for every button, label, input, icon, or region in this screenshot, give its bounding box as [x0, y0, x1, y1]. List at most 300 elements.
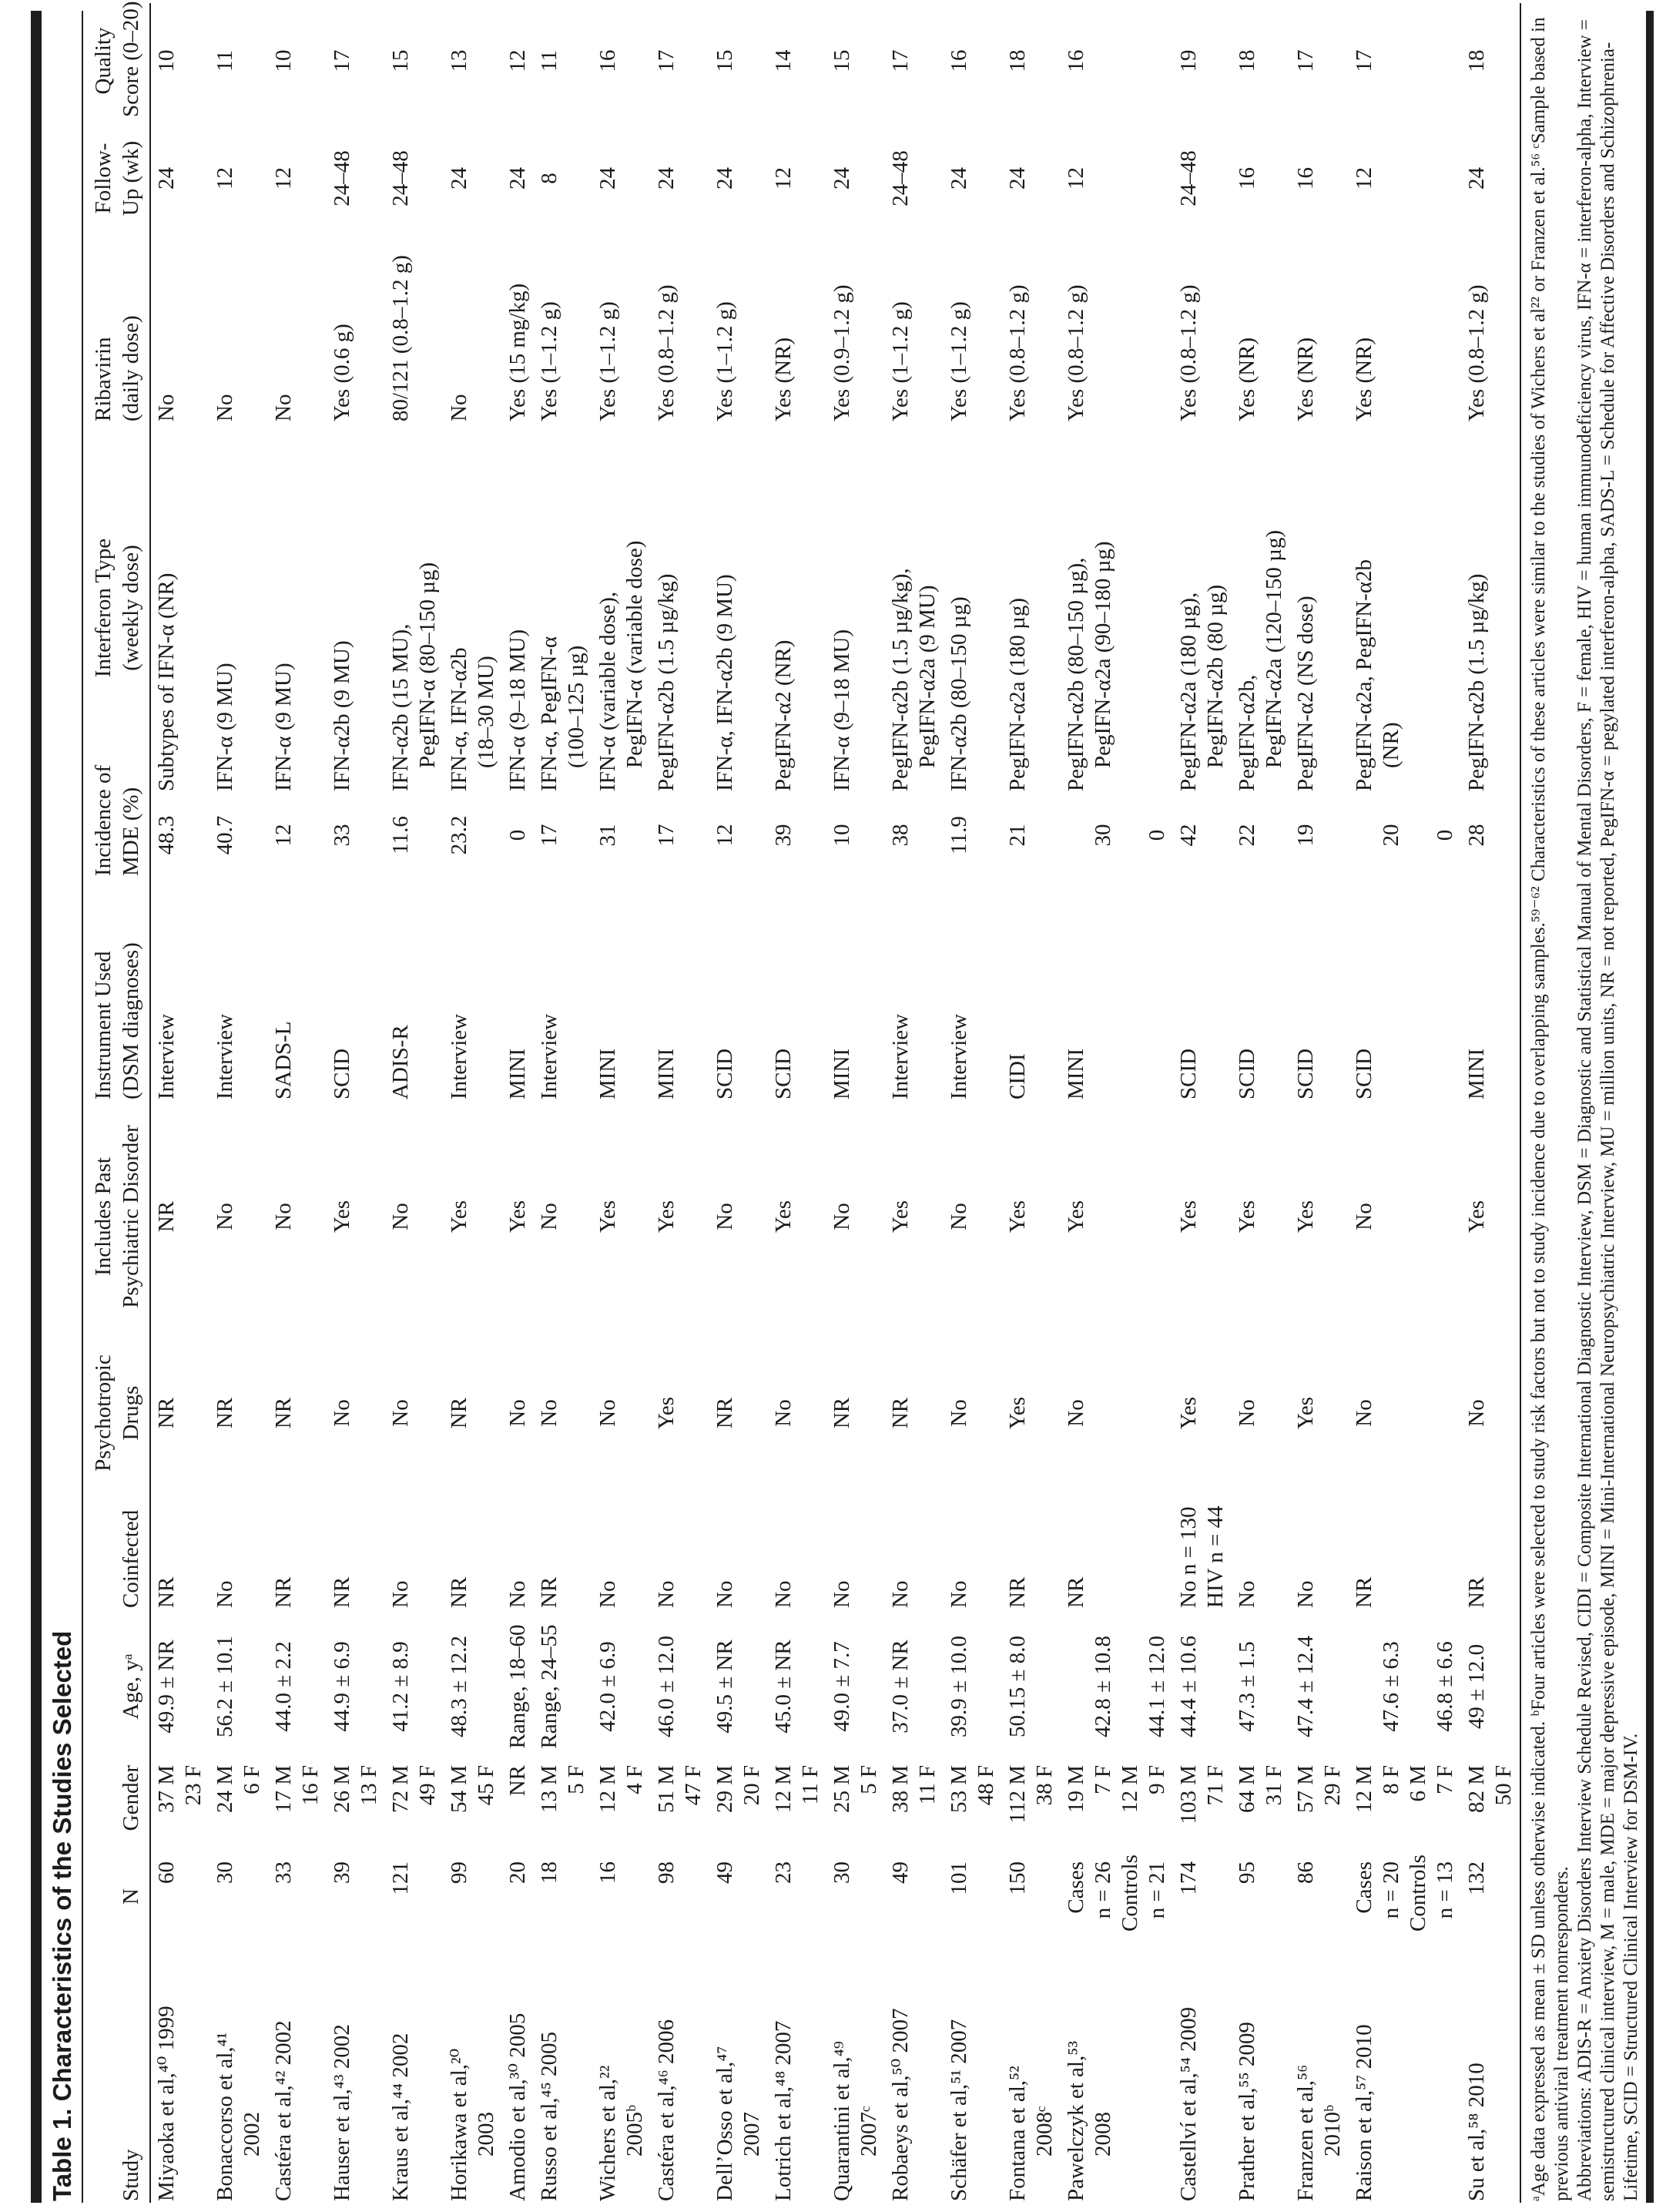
cell-followup: [327, 119, 385, 238]
cell-line: 38: [888, 824, 913, 847]
cell-study: [1290, 1933, 1349, 2203]
cell-line: PegIFN-α2b (80 µg): [1203, 584, 1228, 768]
cell-line: 121: [388, 1861, 413, 1895]
column-header-n: [83, 1860, 150, 1933]
cell-line: 24: [595, 167, 620, 190]
cell-line: PegIFN-α2a (180 µg),: [1176, 592, 1201, 791]
cell-line: Interview: [947, 1013, 971, 1099]
cell-age: [944, 1609, 1002, 1764]
cell-followup: [502, 119, 534, 238]
cell-line: CIDI: [1005, 1053, 1030, 1099]
cell-line: 12: [505, 49, 530, 72]
cell-line: IFN-α2b (80–150 µg): [947, 596, 971, 791]
cell-line: No: [271, 394, 296, 421]
cell-line: [1405, 1611, 1432, 1762]
column-header-includes_past: [83, 1101, 150, 1332]
cell-line: Yes: [1235, 1200, 1259, 1234]
cell-line: NR: [447, 1576, 471, 1608]
cell-age: [709, 1609, 768, 1764]
cell-line: 12: [271, 824, 296, 847]
cell-line: No: [595, 1580, 620, 1608]
cell-line: 0: [1433, 829, 1457, 841]
cell-line: NR: [830, 1397, 854, 1429]
cell-line: 24: [505, 167, 530, 190]
cell-ribavirin: [1002, 238, 1061, 423]
cell-quality: [1290, 3, 1349, 119]
table-row-20: [1290, 3, 1349, 2203]
cell-study: [826, 1933, 885, 2203]
cell-line: PegIFN-α2a, PegIFN-α2b: [1352, 559, 1376, 791]
cell-line: Quality: [91, 27, 116, 95]
cell-n: [768, 1860, 826, 1933]
cell-interferon: [944, 423, 1002, 793]
cell-line: 16 F: [298, 1765, 323, 1806]
footnote-abbreviations: Abbreviations: ADIS-R = Anxiety Disorders Interview Schedule Revised, CIDI = Composite International Diagnostic Interview, DSM = Diagnostic and Statistical Manual of Mental Disorders, F = female, HIV = human immunodeficiency virus, IFN-α = interferon-alpha, Interview = semistructured clinical interview, M = male, MDE = major depressive episode, MINI = Mini-International Neuropsychiatric Interview, MU = million units, NR = not reported, PegIFN-α = pegylated interferon-alpha, SADS-L = Schedule for Affective Disorders and Schizophrenia-Lifetime, SCID = Structured Clinical Interview for DSM-IV.: [1574, 18, 1641, 2201]
cell-line: 26 M: [330, 1765, 354, 1814]
cell-ribavirin: [1461, 238, 1520, 423]
column-header-coinfected: [83, 1494, 150, 1609]
cell-n: [1173, 1860, 1232, 1933]
cell-line: IFN-α, IFN-α2b (9 MU): [712, 574, 737, 791]
cell-line: MINI: [830, 1048, 854, 1099]
column-header-quality: [83, 3, 150, 119]
cell-line: 20: [1379, 824, 1403, 847]
cell-line: Dell’Osso et al,⁴⁷: [712, 2046, 737, 2201]
cell-line: IFN-α, IFN-α2b: [447, 647, 471, 791]
cell-incidence: [1002, 793, 1061, 878]
cell-line: 15: [830, 49, 854, 72]
cell-psychotropic: [1173, 1332, 1232, 1494]
cell-interferon: [592, 423, 651, 793]
cell-line: 72 M: [388, 1765, 413, 1814]
table-row-3: [268, 3, 327, 2203]
cell-line: Robaeys et al,⁵⁰ 2007: [888, 2008, 913, 2201]
cell-coinfected: [150, 1494, 210, 1609]
cell-age: [592, 1609, 651, 1764]
cell-line: 20 F: [739, 1765, 764, 1806]
cell-line: PegIFN-α2a (120–150 µg): [1262, 530, 1286, 768]
cell-gender: [709, 1764, 768, 1860]
cell-line: 5 F: [856, 1765, 881, 1794]
cell-line: Controls: [1406, 1855, 1430, 1932]
cell-gender: [385, 1764, 444, 1860]
cell-line: 28: [1464, 824, 1489, 847]
cell-line: 7 F: [1091, 1765, 1115, 1794]
cell-line: Yes (1–1.2 g): [537, 301, 561, 421]
cell-psychotropic: [327, 1332, 385, 1494]
cell-line: 41.2 ± 8.9: [388, 1641, 413, 1732]
cell-interferon: [444, 423, 502, 793]
cell-line: Coinfected: [119, 1509, 143, 1608]
cell-line: No: [505, 1580, 530, 1608]
cell-line: 30: [1091, 824, 1115, 847]
cell-line: 6 M: [1406, 1765, 1430, 1802]
cell-line: NR: [1005, 1576, 1030, 1608]
cell-ribavirin: [1061, 238, 1173, 423]
cell-incidence: [444, 793, 502, 878]
column-header-study: [83, 1933, 150, 2203]
table-row-10: [651, 3, 709, 2203]
cell-line: Yes (NR): [771, 337, 796, 421]
cell-line: 13 M: [537, 1765, 561, 1814]
cell-line: 18: [537, 1861, 561, 1884]
table-row-17: [1061, 3, 1173, 2203]
cell-gender: [1232, 1764, 1290, 1860]
cell-line: 17: [1293, 49, 1318, 72]
cell-line: 15: [388, 49, 413, 72]
cell-interferon: [502, 423, 534, 793]
cell-incidence: [651, 793, 709, 878]
cell-includes_past: [1173, 1101, 1232, 1332]
cell-line: Score (0–20): [119, 1, 143, 117]
cell-includes_past: [1290, 1101, 1349, 1332]
cell-line: 7 F: [1433, 1765, 1457, 1794]
cell-line: 24: [1005, 167, 1030, 190]
table-row-16: [1002, 3, 1061, 2203]
cell-line: 12 M: [1118, 1765, 1142, 1814]
cell-line: NR: [537, 1576, 561, 1608]
cell-interferon: [327, 423, 385, 793]
cell-line: Up (wk): [119, 140, 143, 217]
cell-line: 16: [1235, 167, 1259, 190]
cell-line: No: [712, 1203, 737, 1230]
cell-line: (NR): [1379, 722, 1403, 768]
cell-interferon: [1232, 423, 1290, 793]
cell-incidence: [210, 793, 268, 878]
cell-quality: [268, 3, 327, 119]
cell-line: 44.1 ± 12.0: [1145, 1636, 1169, 1737]
cell-line: 2007: [739, 2112, 764, 2157]
cell-incidence: [768, 793, 826, 878]
cell-line: ADIS-R: [388, 1025, 413, 1099]
cell-gender: [768, 1764, 826, 1860]
cell-age: [444, 1609, 502, 1764]
table-row-1: [150, 3, 210, 2203]
cell-age: [651, 1609, 709, 1764]
cell-gender: [327, 1764, 385, 1860]
cell-line: 21: [1005, 824, 1030, 847]
table-row-21: [1349, 3, 1461, 2203]
cell-line: 19: [1176, 49, 1201, 72]
cell-line: No: [771, 1580, 796, 1608]
cell-line: Yes: [771, 1200, 796, 1234]
cell-line: Interview: [447, 1013, 471, 1099]
cell-psychotropic: [1461, 1332, 1520, 1494]
cell-instrument: [1290, 878, 1349, 1101]
cell-line: IFN-α2b (15 MU),: [388, 623, 413, 791]
cell-line: 12 M: [771, 1765, 796, 1814]
cell-line: 12: [1352, 167, 1376, 190]
cell-line: Yes (1–1.2 g): [595, 301, 620, 421]
cell-quality: [444, 3, 502, 119]
cell-coinfected: [327, 1494, 385, 1609]
cell-line: 2008ᶜ: [1032, 2106, 1057, 2157]
cell-instrument: [1061, 878, 1173, 1101]
cell-psychotropic: [210, 1332, 268, 1494]
cell-line: Cases: [1352, 1861, 1376, 1914]
cell-line: NR: [271, 1397, 296, 1429]
cell-incidence: [1061, 793, 1173, 878]
cell-line: 24: [1464, 167, 1489, 190]
cell-instrument: [1461, 878, 1520, 1101]
cell-incidence: [327, 793, 385, 878]
cell-followup: [385, 119, 444, 238]
cell-line: [1351, 1611, 1378, 1762]
cell-line: 2005ᵇ: [622, 2105, 647, 2157]
cell-line: 24: [947, 167, 971, 190]
cell-line: 11.6: [388, 816, 413, 854]
cell-line: No: [213, 1580, 237, 1608]
cell-ribavirin: [826, 238, 885, 423]
column-header-psychotropic: [83, 1332, 150, 1494]
cell-line: 47.4 ± 12.4: [1293, 1636, 1318, 1737]
cell-interferon: [1061, 423, 1173, 793]
cell-line: Yes (15 mg/kg): [505, 283, 530, 421]
cell-line: (weekly dose): [119, 545, 143, 671]
cell-interferon: [1002, 423, 1061, 793]
cell-line: NR: [154, 1397, 179, 1429]
cell-line: No: [213, 394, 237, 421]
cell-n: [944, 1860, 1002, 1933]
cell-n: [885, 1860, 944, 1933]
cell-includes_past: [1461, 1101, 1520, 1332]
cell-ribavirin: [885, 238, 944, 423]
cell-quality: [826, 3, 885, 119]
cell-line: SCID: [1235, 1048, 1259, 1099]
cell-line: Pawelczyk et al,⁵³: [1064, 2040, 1088, 2201]
cell-instrument: [385, 878, 444, 1101]
cell-n: [826, 1860, 885, 1933]
cell-line: 49 ± 12.0: [1464, 1643, 1489, 1730]
cell-line: No: [154, 394, 179, 421]
cell-line: Controls: [1118, 1855, 1142, 1932]
cell-ribavirin: [1290, 238, 1349, 423]
cell-quality: [944, 3, 1002, 119]
cell-line: 9 F: [1145, 1765, 1169, 1794]
cell-line: NR: [1464, 1576, 1489, 1608]
cell-line: 38 M: [888, 1765, 913, 1814]
cell-line: 47 F: [681, 1765, 706, 1806]
cell-quality: [534, 3, 592, 119]
cell-instrument: [709, 878, 768, 1101]
cell-line: Yes: [595, 1200, 620, 1234]
cell-line: 33: [330, 824, 354, 847]
cell-includes_past: [592, 1101, 651, 1332]
cell-line: 150: [1005, 1861, 1030, 1895]
cell-gender: [210, 1764, 268, 1860]
cell-line: PegIFN-α2b (1.5 µg/kg): [1464, 573, 1489, 791]
cell-includes_past: [502, 1101, 534, 1332]
cell-line: 86: [1293, 1861, 1318, 1884]
cell-line: Amodio et al,³⁰ 2005: [505, 2012, 530, 2201]
cell-line: 48.3 ± 12.2: [447, 1636, 471, 1737]
cell-line: 99: [447, 1861, 471, 1884]
studies-table: [83, 3, 1521, 2203]
cell-ribavirin: [1349, 238, 1461, 423]
cell-line: 44.0 ± 2.2: [271, 1641, 296, 1732]
cell-line: 16: [947, 49, 971, 72]
cell-incidence: [534, 793, 592, 878]
cell-includes_past: [709, 1101, 768, 1332]
cell-line: Drugs: [119, 1385, 143, 1441]
cell-line: Yes (0.8–1.2 g): [1064, 284, 1088, 421]
cell-line: No: [595, 1399, 620, 1427]
cell-line: 42.0 ± 6.9: [595, 1641, 620, 1732]
cell-line: 29 F: [1320, 1765, 1345, 1806]
cell-line: No: [888, 1580, 913, 1608]
cell-n: [709, 1860, 768, 1933]
cell-includes_past: [768, 1101, 826, 1332]
cell-study: [1002, 1933, 1061, 2203]
cell-line: 16: [1293, 167, 1318, 190]
cell-line: Yes (0.9–1.2 g): [830, 284, 854, 421]
cell-line: 2003: [474, 2112, 498, 2157]
cell-psychotropic: [1232, 1332, 1290, 1494]
cell-coinfected: [1232, 1494, 1290, 1609]
cell-line: PegIFN-α (variable dose): [622, 540, 647, 768]
cell-includes_past: [885, 1101, 944, 1332]
cell-line: Yes (0.8–1.2 g): [654, 284, 679, 421]
cell-line: 174: [1176, 1861, 1201, 1895]
cell-line: 11 F: [798, 1765, 823, 1805]
cell-gender: [444, 1764, 502, 1860]
cell-psychotropic: [1002, 1332, 1061, 1494]
cell-line: 17: [330, 49, 354, 72]
cell-includes_past: [534, 1101, 592, 1332]
cell-line: 31 F: [1262, 1765, 1286, 1806]
cell-study: [268, 1933, 327, 2203]
cell-line: 53 M: [947, 1765, 971, 1814]
cell-line: 19: [1293, 824, 1318, 847]
cell-line: MINI: [595, 1048, 620, 1099]
cell-line: 5 F: [564, 1765, 588, 1794]
cell-line: Franzen et al,⁵⁶: [1293, 2064, 1318, 2201]
cell-line: Yes: [1176, 1200, 1201, 1234]
cell-coinfected: [210, 1494, 268, 1609]
cell-gender: [1002, 1764, 1061, 1860]
cell-line: No: [1064, 1399, 1088, 1427]
cell-study: [885, 1933, 944, 2203]
cell-study: [444, 1933, 502, 2203]
cell-line: NR: [1064, 1576, 1088, 1608]
cell-line: N: [119, 1888, 143, 1905]
table-row-6: [444, 3, 502, 2203]
table-row-14: [885, 3, 944, 2203]
cell-quality: [651, 3, 709, 119]
cell-line: 45 F: [474, 1765, 498, 1806]
cell-line: 2002: [240, 2112, 264, 2157]
cell-line: 18: [1005, 49, 1030, 72]
cell-line: 12: [1064, 167, 1088, 190]
cell-incidence: [826, 793, 885, 878]
cell-n: [1461, 1860, 1520, 1933]
cell-ribavirin: [534, 238, 592, 423]
cell-age: [1232, 1609, 1290, 1764]
table-row-11: [709, 3, 768, 2203]
table-row-19: [1232, 3, 1290, 2203]
cell-line: 17: [654, 824, 679, 847]
cell-psychotropic: [385, 1332, 444, 1494]
cell-line: No: [537, 1399, 561, 1427]
cell-line: Subtypes of IFN-α (NR): [154, 572, 179, 791]
cell-interferon: [885, 423, 944, 793]
cell-line: Yes (1–1.2 g): [888, 301, 913, 421]
cell-line: Yes: [1064, 1200, 1088, 1234]
cell-line: NR: [505, 1765, 530, 1797]
cell-interferon: [210, 423, 268, 793]
cell-study: [1349, 1933, 1461, 2203]
cell-line: Incidence of: [91, 764, 116, 876]
cell-line: Lotrich et al,⁴⁸ 2007: [771, 2020, 796, 2201]
cell-psychotropic: [1290, 1332, 1349, 1494]
cell-line: 24: [712, 167, 737, 190]
cell-ribavirin: [150, 238, 210, 423]
cell-quality: [1061, 3, 1173, 119]
cell-line: SCID: [1176, 1048, 1201, 1099]
cell-line: 17: [888, 49, 913, 72]
cell-psychotropic: [768, 1332, 826, 1494]
cell-instrument: [534, 878, 592, 1101]
cell-line: 24–48: [888, 150, 913, 206]
cell-line: Yes: [1464, 1200, 1489, 1234]
cell-n: [268, 1860, 327, 1933]
cell-line: 18: [1235, 49, 1259, 72]
cell-line: 30: [830, 1861, 854, 1884]
cell-includes_past: [944, 1101, 1002, 1332]
cell-line: Yes (0.8–1.2 g): [1464, 284, 1489, 421]
cell-age: [502, 1609, 534, 1764]
cell-quality: [210, 3, 268, 119]
cell-line: 80/121 (0.8–1.2 g): [388, 255, 413, 421]
cell-line: 23: [771, 1861, 796, 1884]
cell-line: (daily dose): [119, 315, 143, 421]
cell-line: Psychiatric Disorder: [119, 1125, 143, 1308]
cell-instrument: [1349, 878, 1461, 1101]
cell-quality: [150, 3, 210, 119]
cell-line: 82 M: [1464, 1765, 1489, 1814]
cell-coinfected: [651, 1494, 709, 1609]
cell-age: [1061, 1609, 1173, 1764]
cell-incidence: [1232, 793, 1290, 878]
cell-line: 12: [271, 167, 296, 190]
cell-line: 20: [505, 1861, 530, 1884]
cell-line: 24: [654, 167, 679, 190]
footnote-notes: ᵃAge data expressed as mean ± SD unless otherwise indicated. ᵇFour articles were selected to study risk factors but not to study incidence due to overlapping samples.⁵⁹⁻⁶² Characteristics of these articles were similar to the studies of Wichers et al²² or Franzen et al.⁵⁶ ᶜSample based in previous antiviral treatment nonresponders.: [1528, 17, 1572, 2201]
cell-age: [885, 1609, 944, 1764]
cell-line: 24–48: [330, 150, 354, 206]
cell-psychotropic: [268, 1332, 327, 1494]
cell-gender: [826, 1764, 885, 1860]
cell-line: 13 F: [357, 1765, 381, 1806]
cell-line: Fontana et al,⁵²: [1005, 2066, 1030, 2201]
cell-line: 11: [213, 50, 237, 72]
cell-line: 24 M: [213, 1765, 237, 1814]
cell-line: 24–48: [388, 150, 413, 206]
cell-followup: [1061, 119, 1173, 238]
cell-line: NR: [447, 1397, 471, 1429]
table-row-2: [210, 3, 268, 2203]
cell-line: 42: [1176, 824, 1201, 847]
cell-includes_past: [826, 1101, 885, 1332]
cell-includes_past: [1349, 1101, 1461, 1332]
cell-instrument: [651, 878, 709, 1101]
cell-psychotropic: [709, 1332, 768, 1494]
cell-line: No: [388, 1203, 413, 1230]
cell-line: No: [1464, 1399, 1489, 1427]
cell-line: 33: [271, 1861, 296, 1884]
cell-n: [1349, 1855, 1461, 1933]
cell-gender: [1290, 1764, 1349, 1860]
